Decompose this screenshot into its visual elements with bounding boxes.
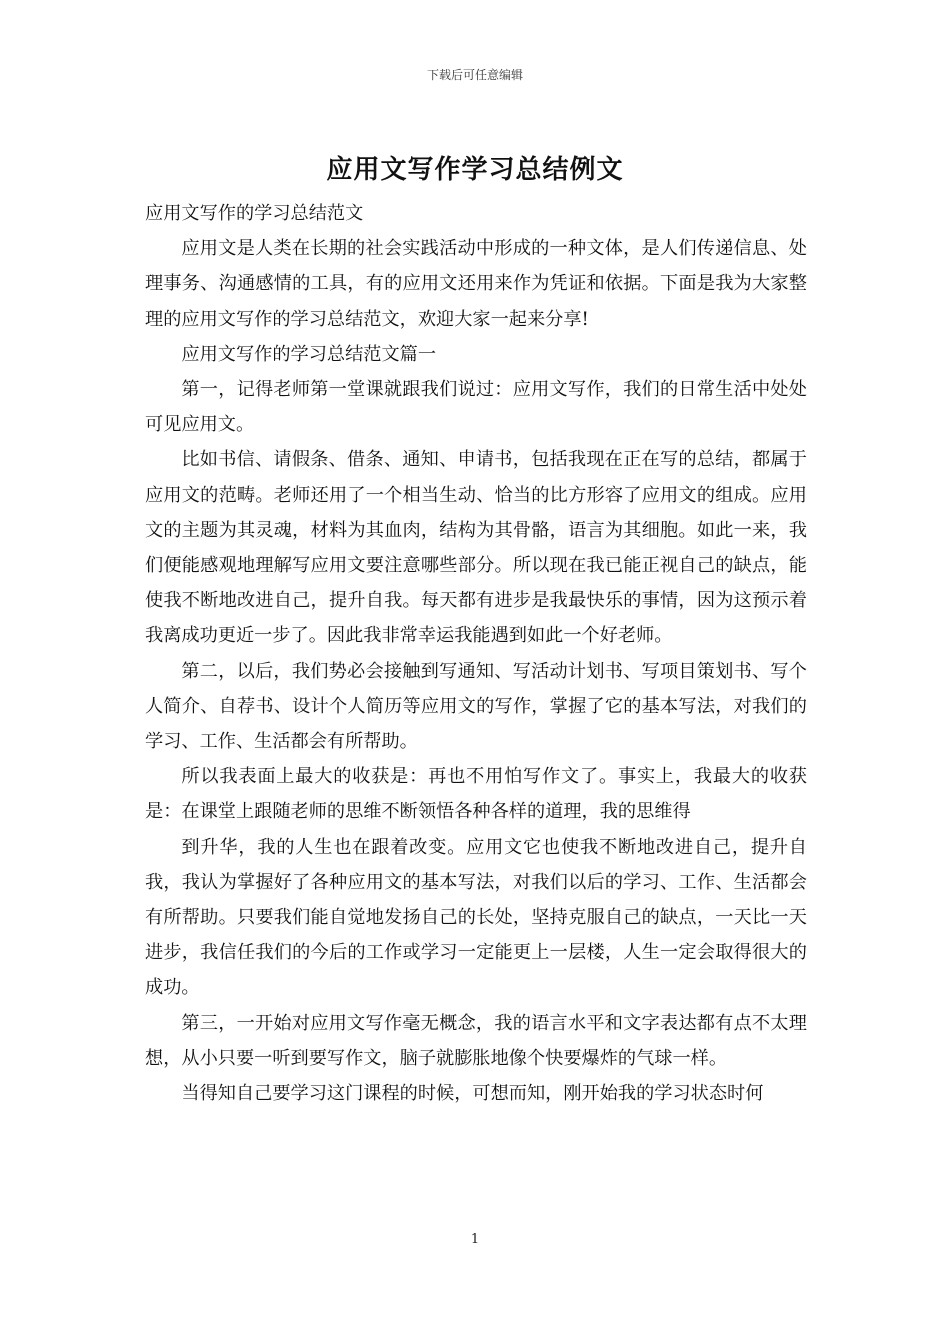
paragraph: 所以我表面上最大的收获是：再也不用怕写作文了。事实上，我最大的收获是：在课堂上跟随老师的思维不断领悟各种各样的道理，我的思维得 bbox=[145, 766, 807, 823]
header-note: 下载后可任意编辑 bbox=[426, 68, 523, 82]
paragraph: 第三，一开始对应用文写作毫无概念，我的语言水平和文字表达都有点不太理想，从小只要一听到要写作文，脑子就膨胀地像个快要爆炸的气球一样。 bbox=[145, 1012, 807, 1069]
paragraph: 当得知自己要学习这门课程的时候，可想而知，刚开始我的学习状态时何 bbox=[181, 1083, 764, 1105]
document-body bbox=[145, 196, 807, 1111]
paragraph-intro: 应用文是人类在长期的社会实践活动中形成的一种文体，是人们传递信息、处理事务、沟通感情的工具，有的应用文还用来作为凭证和依据。下面是我为大家整理的应用文写作的学习总结范文，欢迎大家一起来分享! bbox=[145, 238, 807, 330]
paragraph: 到升华，我的人生也在跟着改变。应用文它也使我不断地改进自己，提升自我，我认为掌握好了各种应用文的基本写法，对我们以后的学习、工作、生活都会有所帮助。只要我们能自觉地发扬自己的长处，坚持克服自己的缺点，一天比一天进步，我信任我们的今后的工作或学习一定能更上一层楼，人生一定会取得很大的成功。 bbox=[145, 836, 807, 999]
section-heading: 应用文写作的学习总结范文篇一 bbox=[181, 343, 437, 365]
document-subtitle: 应用文写作的学习总结范文 bbox=[145, 203, 364, 224]
paragraph: 比如书信、请假条、借条、通知、申请书，包括我现在正在写的总结，都属于应用文的范畴。老师还用了一个相当生动、恰当的比方形容了应用文的组成。应用文的主题为其灵魂，材料为其血肉，结构为其骨骼，语言为其细胞。如此一来，我们便能感观地理解写应用文要注意哪些部分。所以现在我已能正视自己的缺点，能使我不断地改进自己，提升自我。每天都有进步是我最快乐的事情，因为这预示着我离成功更近一步了。因此我非常幸运我能遇到如此一个好老师。 bbox=[145, 449, 807, 647]
page-number: 1 bbox=[470, 1232, 480, 1247]
document-title: 应用文写作学习总结例文 bbox=[326, 155, 624, 185]
paragraph: 第一，记得老师第一堂课就跟我们说过：应用文写作，我们的日常生活中处处可见应用文。 bbox=[145, 379, 807, 436]
paragraph: 第二，以后，我们势必会接触到写通知、写活动计划书、写项目策划书、写个人简介、自荐书、设计个人简历等应用文的写作，掌握了它的基本写法，对我们的学习、工作、生活都会有所帮助。 bbox=[145, 660, 807, 753]
